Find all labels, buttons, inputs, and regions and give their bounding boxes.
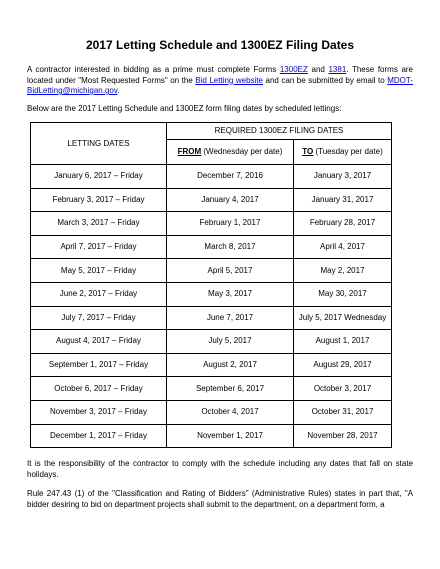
from-date-cell: January 4, 2017	[167, 188, 294, 212]
from-date-cell: February 1, 2017	[167, 212, 294, 236]
from-date-cell: December 7, 2016	[167, 165, 294, 189]
from-date-cell: May 3, 2017	[167, 282, 294, 306]
letting-date-cell: June 2, 2017 – Friday	[31, 282, 167, 306]
to-date-cell: August 29, 2017	[294, 353, 392, 377]
to-date-cell: October 3, 2017	[294, 377, 392, 401]
to-date-cell: January 3, 2017	[294, 165, 392, 189]
page-title: 2017 Letting Schedule and 1300EZ Filing Dates	[85, 38, 355, 52]
to-date-cell: November 28, 2017	[294, 424, 392, 448]
letting-date-cell: February 3, 2017 – Friday	[31, 188, 167, 212]
table-row	[31, 330, 392, 354]
to-date-cell: August 1, 2017	[294, 330, 392, 354]
from-date-cell: October 4, 2017	[167, 400, 294, 424]
to-label: TO	[302, 147, 314, 156]
letting-date-cell: October 6, 2017 – Friday	[31, 377, 167, 401]
from-note: (Wednesday per date)	[201, 147, 283, 156]
table-row	[31, 400, 392, 424]
table-row	[31, 306, 392, 330]
to-date-cell: May 30, 2017	[294, 282, 392, 306]
schedule-lead-text: Below are the 2017 Letting Schedule and 1300EZ form filing dates by scheduled lettings:	[27, 103, 342, 113]
table-row	[31, 212, 392, 236]
rule-paragraph: Rule 247.43 (1) of the "Classification and Rating of Bidders" (Administrative Rules) states in part that, "A bidder desiring to bid on department projects shall submit to the department, on a department form, a	[27, 489, 413, 509]
to-header	[294, 140, 392, 165]
required-filing-dates-header: REQUIRED 1300EZ FILING DATES	[167, 123, 392, 140]
table-row	[31, 165, 392, 189]
table-row	[31, 282, 392, 306]
from-label: FROM	[177, 147, 202, 156]
to-date-cell: May 2, 2017	[294, 259, 392, 283]
table-row	[31, 259, 392, 283]
to-date-cell: February 28, 2017	[294, 212, 392, 236]
table-row	[31, 188, 392, 212]
intro-text-5: .	[117, 86, 120, 95]
from-date-cell: July 5, 2017	[167, 330, 294, 354]
letting-schedule-table	[30, 122, 392, 448]
letting-date-cell: January 6, 2017 – Friday	[31, 165, 167, 189]
from-date-cell: June 7, 2017	[167, 306, 294, 330]
intro-text-3: . These forms are located under "Most Requested Forms" on the	[27, 65, 414, 85]
letting-date-cell: May 5, 2017 – Friday	[31, 259, 167, 283]
letting-date-cell: April 7, 2017 – Friday	[31, 235, 167, 259]
bid-letting-email-link[interactable]: MDOT-BidLetting@michigan.gov	[27, 75, 413, 95]
responsibility-paragraph: It is the responsibility of the contractor to comply with the schedule including any dates that fall on state holidays.	[27, 459, 413, 479]
to-date-cell: October 31, 2017	[294, 400, 392, 424]
intro-text-1: A contractor interested in bidding as a prime must complete Forms	[27, 65, 280, 74]
letting-date-cell: November 3, 2017 – Friday	[31, 400, 167, 424]
table-row	[31, 377, 392, 401]
letting-date-cell: March 3, 2017 – Friday	[31, 212, 167, 236]
form-1300ez-link[interactable]: 1300EZ	[279, 65, 308, 74]
to-date-cell: January 31, 2017	[294, 188, 392, 212]
from-date-cell: April 5, 2017	[167, 259, 294, 283]
from-date-cell: September 6, 2017	[167, 377, 294, 401]
intro-paragraph	[27, 65, 413, 97]
bid-letting-website-link[interactable]: Bid Letting website	[195, 75, 264, 85]
letting-date-cell: December 1, 2017 – Friday	[31, 424, 167, 448]
from-date-cell: March 8, 2017	[167, 235, 294, 259]
intro-text-4: and can be submitted by email to	[263, 75, 388, 85]
letting-dates-header: LETTING DATES	[31, 123, 167, 165]
from-date-cell: November 1, 2017	[167, 424, 294, 448]
from-date-cell: August 2, 2017	[167, 353, 294, 377]
to-date-cell: July 5, 2017 Wednesday	[294, 306, 392, 330]
table-row	[31, 424, 392, 448]
letting-date-cell: August 4, 2017 – Friday	[31, 330, 167, 354]
table-row	[31, 235, 392, 259]
to-note: (Tuesday per date)	[313, 147, 383, 156]
table-row	[31, 353, 392, 377]
letting-date-cell: September 1, 2017 – Friday	[31, 353, 167, 377]
letting-date-cell: July 7, 2017 – Friday	[31, 306, 167, 330]
form-1381-link[interactable]: 1381	[328, 65, 347, 74]
from-header	[167, 140, 294, 165]
to-date-cell: April 4, 2017	[294, 235, 392, 259]
intro-text-2: and	[307, 65, 329, 74]
